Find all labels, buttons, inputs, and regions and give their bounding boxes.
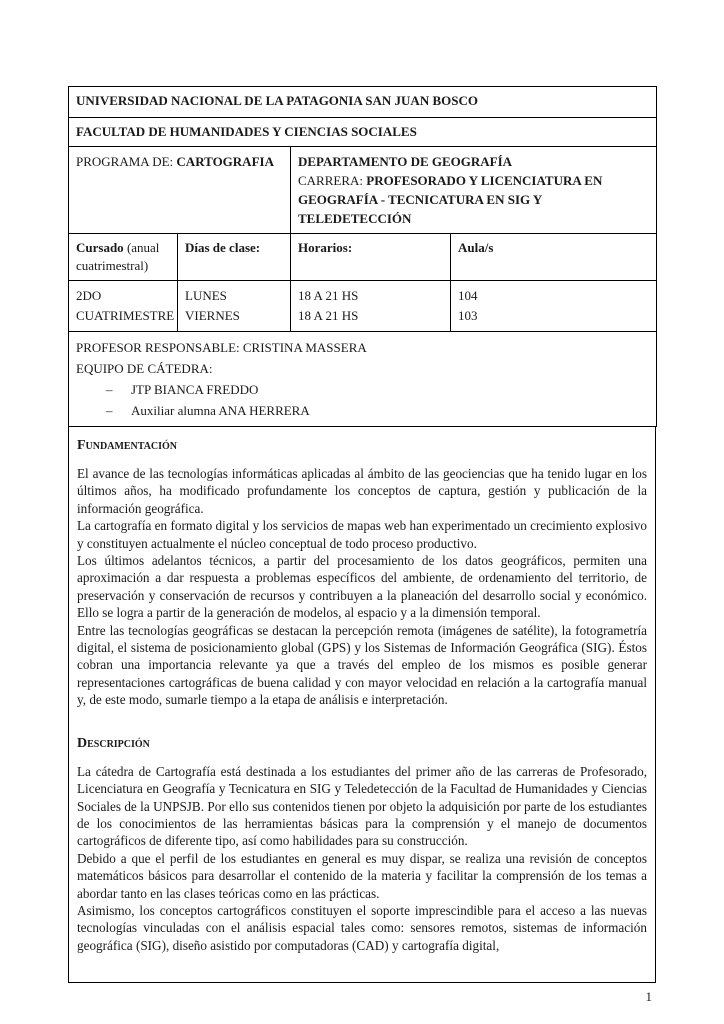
horario-item: 18 A 21 HS [298,308,359,323]
paragraph: Entre las tecnologías geográficas se destacan la percepción remota (imágenes de satélite), la fotogrametría digital, el sistema de posicionamiento global (GPS) y los Sistemas de Información Geográfica (SIG). Éstos cobran una importancia relevante ya que a través del empleo de los mismos es posible generar representaciones cartográficas de buena calidad y con mayor velocidad en relación a la cartografía manual y, de este modo, sumarle tiempo a la etapa de análisis e interpretación. [77,622,647,708]
paragraph: El avance de las tecnologías informáticas aplicadas al ámbito de las geociencias que ha tenido lugar en los últimos años, ha modificado profundamente los conceptos de captura, gestión y publicación de la información geográfica. [77,466,647,516]
horarios-header-cell: Horarios: [291,234,451,281]
aula-header-cell: Aula/s [451,234,657,281]
equipo-member-name: Auxiliar alumna ANA HERRERA [131,403,310,418]
career-label: CARRERA: [298,173,367,188]
paragraph: La cartografía en formato digital y los servicios de mapas web han experimentado un crecimiento explosivo y constituyen actualmente el núcleo conceptual de todo proceso productivo. [77,518,647,551]
university-row [69,87,657,118]
aulas-value-cell [451,281,657,332]
staff-row [69,332,657,427]
dias-value-cell [178,281,291,332]
professor-line: PROFESOR RESPONSABLE: CRISTINA MASSERA [76,340,367,355]
section-heading-descripcion: Descripción [77,735,150,751]
dias-header-cell: Días de clase: [178,234,291,281]
section-heading-fundamentacion: Fundamentación [77,438,178,453]
department-cell [291,147,657,234]
career-name: PROFESORADO Y LICENCIATURA EN GEOGRAFÍA - TECNICATURA EN SIG Y TELEDETECCIÓN [298,173,603,226]
program-cell [69,147,291,234]
horario-item: 18 A 21 HS [298,288,359,303]
paragraph: Los últimos adelantos técnicos, a partir del procesamiento de los datos geográficos, permiten una aproximación a dar respuesta a problemas específicos del ambiente, de ordenamiento del territorio, de preservación y conservación de recursos y contribuyen a la planeación del desarrollo social y económico. Ello se logra a partir de la generación de modelos, al espacio y a la dimensión temporal. [77,553,647,621]
program-name: CARTOGRAFIA [176,154,274,169]
list-dash: – [106,382,113,397]
program-label: PROGRAMA DE: [76,154,177,169]
course-header-table [68,86,657,427]
paragraph: Debido a que el perfil de los estudiantes en general es muy dispar, se realiza una revisión de conceptos matemáticos básicos para desarrollar el contenido de la materia y facilitar la comprensión de los temas a abordar tanto en las clases teóricas como en las prácticas. [77,850,647,901]
dia-item: LUNES [185,288,227,303]
schedule-values-row [69,281,657,332]
faculty-title: FACULTAD DE HUMANIDADES Y CIENCIAS SOCIALES [69,118,657,147]
paragraph: La cátedra de Cartografía está destinada a los estudiantes del primer año de las carreras de Profesorado, Licenciatura en Geografía y Tecnicatura en SIG y Teledetección de la Facultad de Humanidades y Ciencias Sociales de la UNPSJB. Por ello sus contenidos tienen por objeto la adquisición por parte de los estudiantes de los conocimientos de las herramientas básicas para la comprensión y el manejo de documentos cartográficos de diferente tipo, así como habilidades para su construcción. [77,763,647,849]
schedule-header-row [69,234,657,281]
horarios-value-cell [291,281,451,332]
cursado-label: Cursado [76,240,124,255]
aula-item: 104 [458,288,478,303]
equipo-member-name: JTP BIANCA FREDDO [131,382,259,397]
paragraph: Asimismo, los conceptos cartográficos constituyen el soporte imprescindible para el acceso a las nuevas tecnologías vinculadas con el análisis espacial tales como: sensores remotos, sistemas de información geográfica (SIG), diseño asistido por computadoras (CAD) y cartografía digital, [77,902,647,953]
equipo-member [76,400,649,421]
page-number: 1 [645,989,652,1004]
equipo-member [76,379,649,400]
cursado-value-cell: 2DO CUATRIMESTRE [69,281,178,332]
department-name: DEPARTAMENTO DE GEOGRAFÍA [298,154,513,169]
aula-item: 103 [458,308,478,323]
syllabus-sections-box [68,427,656,983]
dia-item: VIERNES [185,308,240,323]
career-line [298,171,649,228]
university-title: UNIVERSIDAD NACIONAL DE LA PATAGONIA SAN JUAN BOSCO [69,87,657,118]
equipo-label: EQUIPO DE CÁTEDRA: [76,361,213,376]
staff-cell [69,332,657,427]
list-dash: – [106,403,113,418]
faculty-row [69,118,657,147]
cursado-note: (anual cuatrimestral) [76,240,160,273]
document-sheet [68,86,656,1005]
cursado-header-cell [69,234,178,281]
program-department-row [69,147,657,234]
